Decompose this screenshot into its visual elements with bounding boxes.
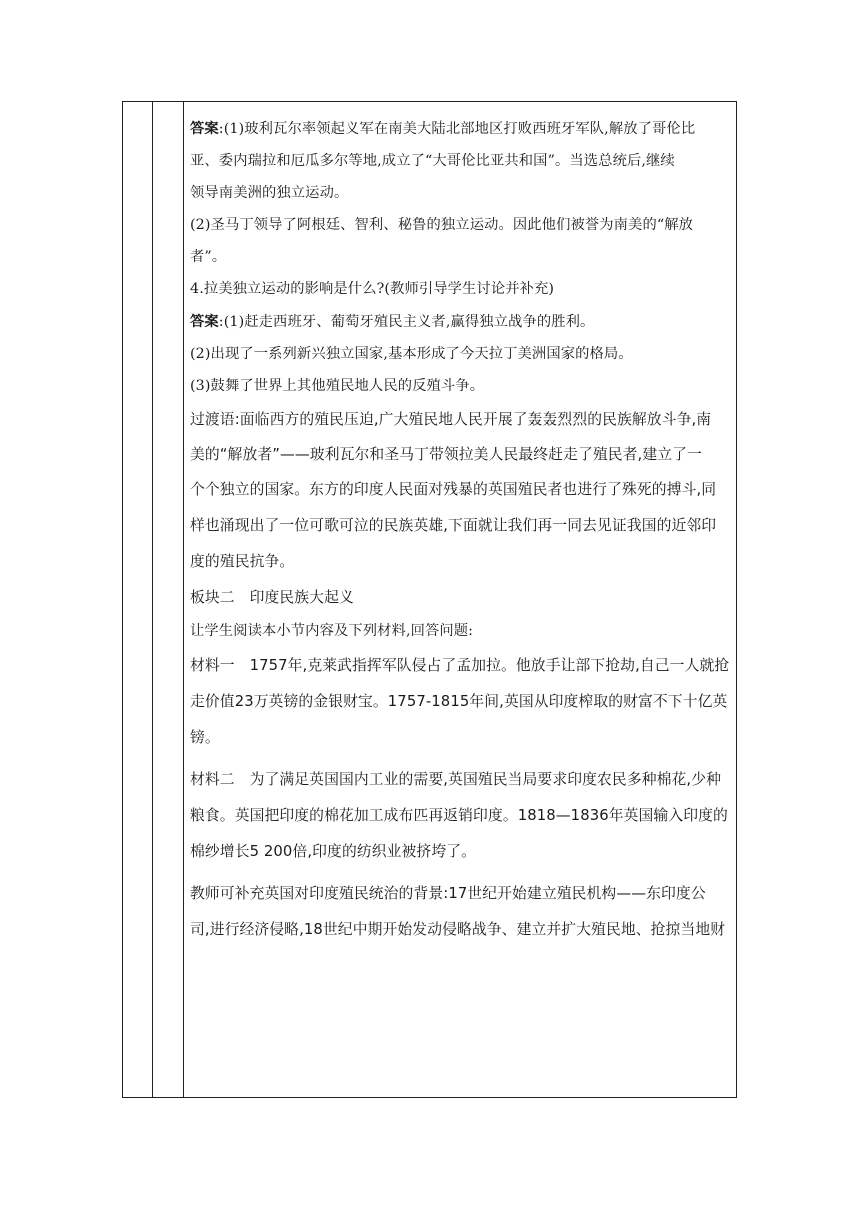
section-title: 板块二 印度民族大起义: [190, 589, 354, 606]
transition-line: 度的殖民抗争。: [190, 553, 295, 570]
question-4: 4.拉美独立运动的影响是什么?(教师引导学生讨论并补充): [190, 281, 555, 297]
material-line: 粮食。英国把印度的棉花加工成布匹再返销印度。1818—1836年英国输入印度的: [190, 807, 728, 824]
table-column-divider: [152, 102, 153, 1097]
answer-label: 答案: [190, 314, 219, 330]
material-line: 棉纱增长5 200倍,印度的纺织业被挤垮了。: [190, 843, 477, 860]
table-column-divider: [183, 102, 184, 1097]
text-line: 领导南美洲的独立运动。: [190, 185, 349, 201]
text-line: 亚、委内瑞拉和厄瓜多尔等地,成立了“大哥伦比亚共和国”。当选总统后,继续: [190, 153, 675, 169]
text-line: (2)出现了一系列新兴独立国家,基本形成了今天拉丁美洲国家的格局。: [190, 346, 633, 362]
transition-line: 个个独立的国家。东方的印度人民面对残暴的英国殖民者也进行了殊死的搏斗,同: [190, 481, 717, 498]
material-line: 镑。: [190, 729, 220, 746]
material-line: 走价值23万英镑的金银财宝。1757-1815年间,英国从印度榨取的财富不下十亿英: [190, 693, 728, 710]
transition-line: 样也涌现出了一位可歌可泣的民族英雄,下面就让我们再一同去见证我国的近邻印: [190, 517, 717, 534]
material-line: 材料一 1757年,克莱武指挥军队侵占了孟加拉。他放手让部下抢劫,自己一人就抢: [190, 657, 730, 674]
material-line: 材料二 为了满足英国国内工业的需要,英国殖民当局要求印度农民多种棉花,少种: [190, 771, 722, 788]
text-line: (2)圣马丁领导了阿根廷、智利、秘鲁的独立运动。因此他们被誉为南美的“解放: [190, 217, 694, 233]
background-line: 教师可补充英国对印度殖民统治的背景:17世纪开始建立殖民机构——东印度公: [190, 885, 706, 902]
answer-label: 答案: [190, 121, 219, 137]
answer-paragraph: 答案:(1)玻利瓦尔率领起义军在南美大陆北部地区打败西班牙军队,解放了哥伦比: [190, 121, 696, 137]
answer-paragraph: 答案:(1)赶走西班牙、葡萄牙殖民主义者,赢得独立战争的胜利。: [190, 314, 595, 330]
background-line: 司,进行经济侵略,18世纪中期开始发动侵略战争、建立并扩大殖民地、抢掠当地财: [190, 921, 726, 938]
text-line: 者”。: [190, 249, 227, 265]
transition-line: 美的“解放者”——玻利瓦尔和圣马丁带领拉美人民最终赶走了殖民者,建立了一: [190, 446, 702, 463]
transition-line: 过渡语:面临西方的殖民压迫,广大殖民地人民开展了轰轰烈烈的民族解放斗争,南: [190, 411, 712, 428]
instruction: 让学生阅读本小节内容及下列材料,回答问题:: [190, 623, 474, 639]
text-line: (3)鼓舞了世界上其他殖民地人民的反殖斗争。: [190, 378, 485, 394]
